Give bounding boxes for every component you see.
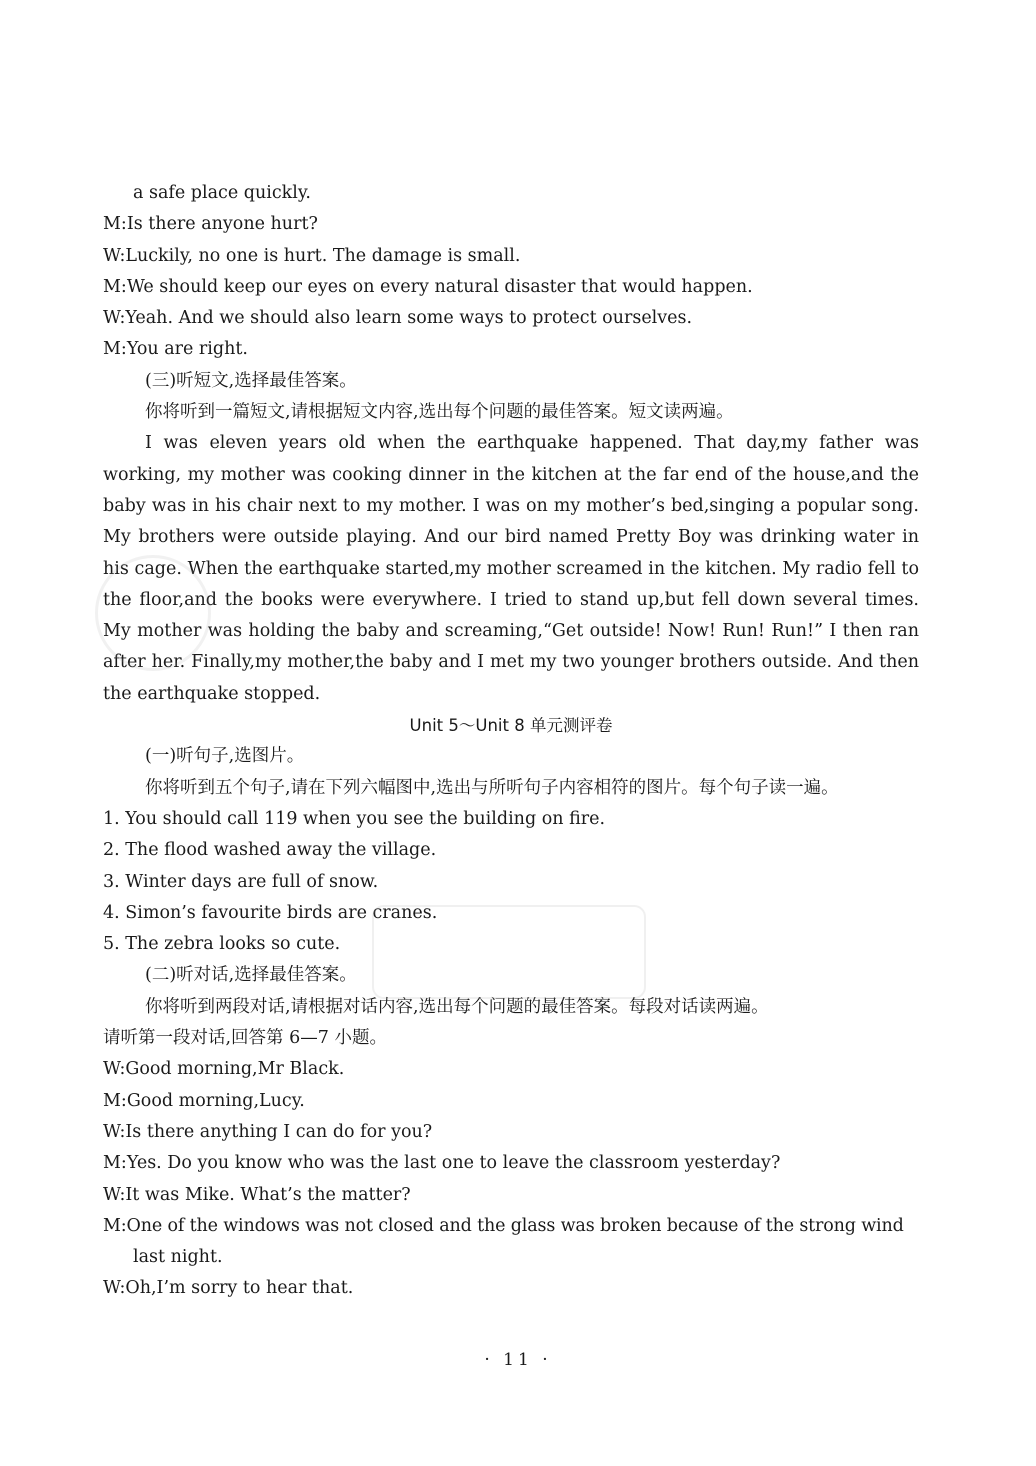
part3-heading: (三)听短文,选择最佳答案。 (145, 370, 357, 391)
sentence-item: 5. The zebra looks so cute. (103, 934, 341, 955)
part1-heading: (一)听句子,选图片。 (145, 746, 305, 767)
dialog-line: M:Good morning,Lucy. (103, 1090, 305, 1111)
sentence-item: 4. Simon’s favourite birds are cranes. (103, 902, 438, 923)
dialog-line: M:We should keep our eyes on every natural disaster that would happen. (103, 276, 753, 297)
dialog-line-continuation: last night. (133, 1247, 223, 1268)
dialog-line: M:Is there anyone hurt? (103, 214, 318, 235)
page-content (103, 178, 919, 1305)
dialog-line: W:Good morning,Mr Black. (103, 1059, 345, 1080)
unit-title: Unit 5～Unit 8 单元测评卷 (409, 716, 613, 736)
dialog-line: W:Oh,I’m sorry to hear that. (103, 1278, 354, 1299)
part2-sub-instruction: 请听第一段对话,回答第 6—7 小题。 (103, 1028, 387, 1049)
dialog-line: W:It was Mike. What’s the matter? (103, 1184, 411, 1205)
sentence-item: 3. Winter days are full of snow. (103, 871, 379, 892)
part1-instruction: 你将听到五个句子,请在下列六幅图中,选出与所听句子内容相符的图片。每个句子读一遍。 (145, 777, 839, 798)
dialog-line: W:Luckily, no one is hurt. The damage is small. (103, 245, 521, 266)
dialog-line: a safe place quickly. (133, 183, 311, 203)
part2-heading: (二)听对话,选择最佳答案。 (145, 965, 357, 986)
dialog-line: W:Yeah. And we should also learn some ways to protect ourselves. (103, 308, 693, 329)
listening-passage: I was eleven years old when the earthquake happened. That day,my father was working, my mother was cooking dinner in the kitchen at the far end of the house,and the baby was in his chair next to my mother. I was on my mother’s bed,singing a popular song. My brothers were outside playing. And our bird named Pretty Boy was drinking water in his cage. When the earthquake started,my mother screamed in the kitchen. My radio fell to the floor,and the books were everywhere. I tried to stand up,but fell down several times. My mother was holding the baby and screaming,“Get outside! Now! Run! Run!” I then ran after her. Finally,my mother,the baby and I met my two younger brothers outside. And then the earthquake stopped. (103, 433, 919, 704)
sentence-item: 1. You should call 119 when you see the building on fire. (103, 808, 606, 829)
page-number: · 11 · (484, 1350, 552, 1370)
dialog-line: M:You are right. (103, 339, 248, 360)
dialog-line: M:One of the windows was not closed and the glass was broken because of the strong wind (103, 1215, 904, 1236)
part2-instruction: 你将听到两段对话,请根据对话内容,选出每个问题的最佳答案。每段对话读两遍。 (145, 996, 769, 1017)
dialog-line: W:Is there anything I can do for you? (103, 1121, 433, 1142)
part3-instruction: 你将听到一篇短文,请根据短文内容,选出每个问题的最佳答案。短文读两遍。 (145, 402, 734, 423)
sentence-item: 2. The flood washed away the village. (103, 840, 437, 861)
dialog-line: M:Yes. Do you know who was the last one to leave the classroom yesterday? (103, 1153, 781, 1174)
